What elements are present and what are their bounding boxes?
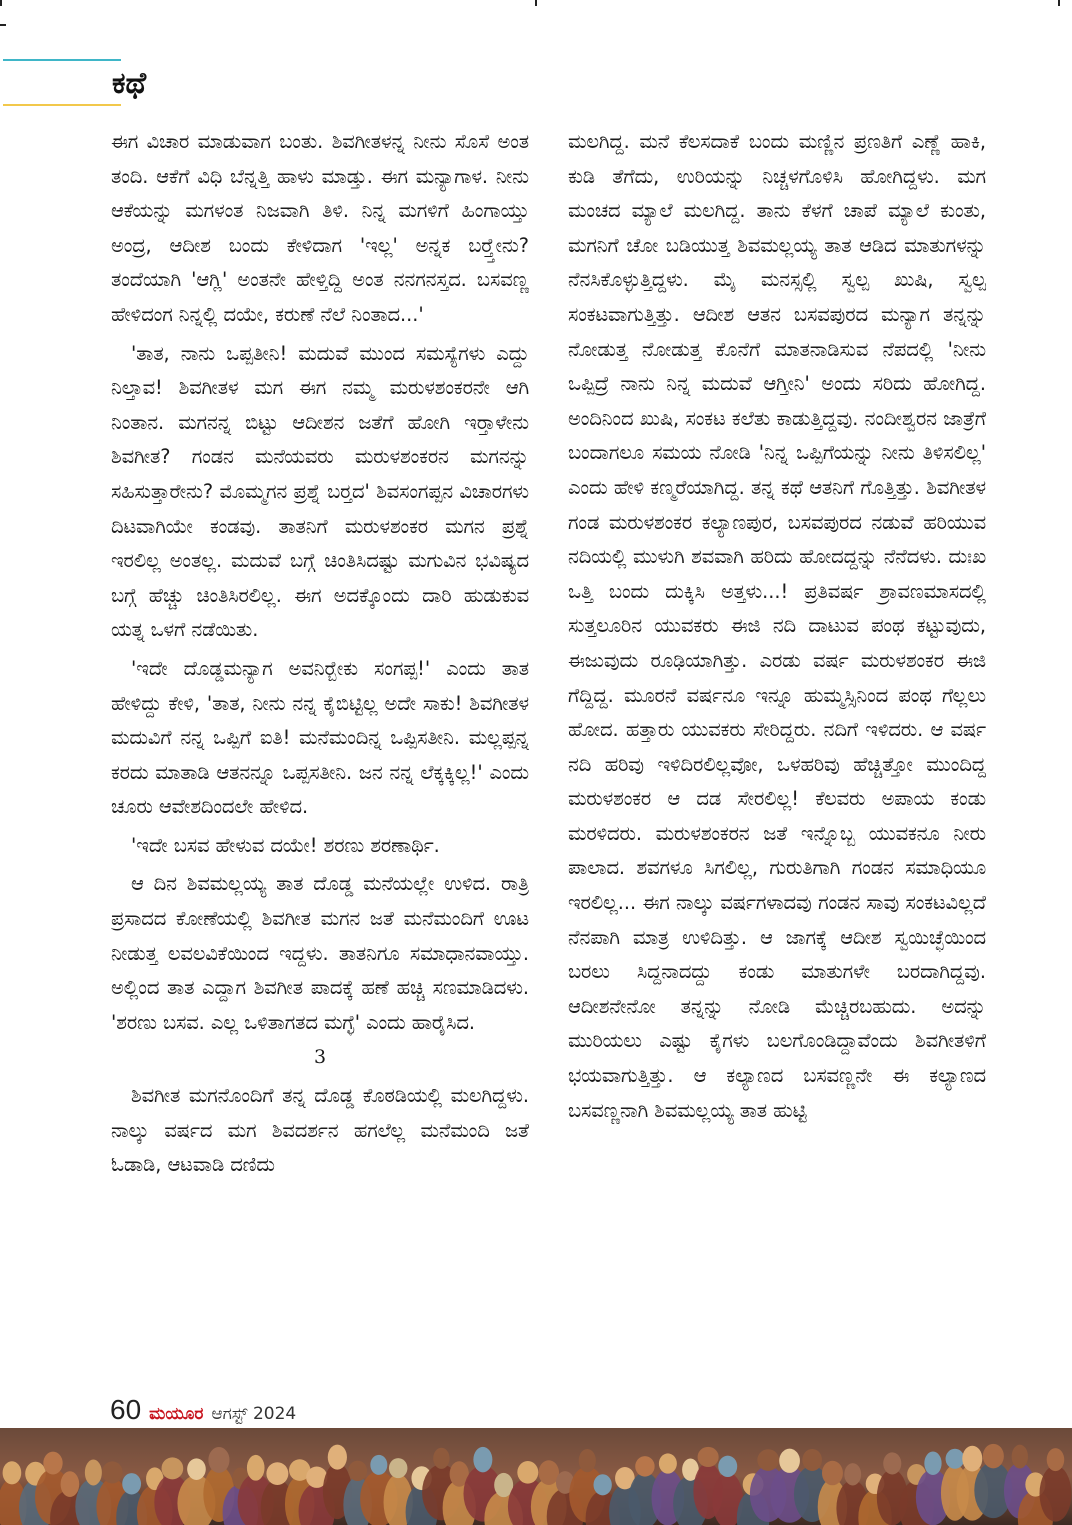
crop-mark-top-center [535,0,537,6]
chapter-number: 3 [313,1046,327,1069]
paragraph: ಶಿವಗೀತ ಮಗನೊಂದಿಗೆ ತನ್ನ ದೊಡ್ಡ ಕೊಠಡಿಯಲ್ಲಿ ಮಲಗಿದ್ದಳು. ನಾಲ್ಕು ವರ್ಷದ ಮಗ ಶಿವದರ್ಶನ ಹಗಲೆಲ್ಲ ಮನೆಮಂದಿ ಜತೆ ಓಡಾಡಿ, ಆಟವಾಡಿ ದಣಿದು [111,1084,529,1177]
paragraph: 'ತಾತ, ನಾನು ಒಪ್ಪತೀನಿ! ಮದುವೆ ಮುಂದ ಸಮಸ್ಯೆಗಳು ಎದ್ದು ನಿಲ್ತಾವ! ಶಿವಗೀತಳ ಮಗ ಈಗ ನಮ್ಮ ಮರುಳಶಂಕರನೇ ಆಗಿ ನಿಂತಾನ. ಮಗನನ್ನ ಬಿಟ್ಟು ಆದೀಶನ ಜತೆಗೆ ಹೋಗಿ ಇರ್‍ತಾಳೇನು ಶಿವಗೀತ? ಗಂಡನ ಮನೆಯವರು ಮರುಳಶಂಕರನ ಮಗನನ್ನು ಸಹಿಸುತ್ತಾರೇನು? ಮೊಮ್ಮಗನ ಪ್ರಶ್ನೆ ಬರ್‍ತದ' ಶಿವಸಂಗಪ್ಪನ ವಿಚಾರಗಳು ದಿಟವಾಗಿಯೇ ಕಂಡವು. ತಾತನಿಗೆ ಮರುಳಶಂಕರ ಮಗನ ಪ್ರಶ್ನೆ ಇರಲಿಲ್ಲ ಅಂತಲ್ಲ. ಮದುವೆ ಬಗ್ಗೆ ಚಿಂತಿಸಿದಷ್ಟು ಮಗುವಿನ ಭವಿಷ್ಯದ ಬಗ್ಗೆ ಹೆಚ್ಚು ಚಿಂತಿಸಿರಲಿಲ್ಲ. ಈಗ ಅದಕ್ಕೊಂದು ದಾರಿ ಹುಡುಕುವ ಯತ್ನ ಒಳಗೆ ನಡೆಯಿತು. [111,341,529,642]
left-column [111,125,529,1380]
magazine-logo: ಮಯೂರ [149,1404,204,1424]
issue-date: ಆಗಸ್ಟ್ 2024 [211,1404,297,1424]
illustration-strip [0,1428,1072,1525]
section-title: ಕಥೆ [112,66,147,101]
paragraph: 'ಇದೇ ಬಸವ ಹೇಳುವ ದಯೇ! ಶರಣು ಶರಣಾರ್ಥಿ. [131,833,440,857]
header-rule-teal [3,59,121,61]
crop-mark-top-right [1058,0,1060,6]
paragraph: ಮಲಗಿದ್ದ. ಮನೆ ಕೆಲಸದಾಕೆ ಬಂದು ಮಣ್ಣಿನ ಪ್ರಣತಿಗೆ ಎಣ್ಣೆ ಹಾಕಿ, ಕುಡಿ ತೆಗೆದು, ಉರಿಯನ್ನು ನಿಚ್ಚಳಗೊಳಿಸಿ ಹೋಗಿದ್ದಳು. ಮಗ ಮಂಚದ ಮ್ಯಾಲೆ ಮಲಗಿದ್ದ. ತಾನು ಕೆಳಗೆ ಚಾಪೆ ಮ್ಯಾಲೆ ಕುಂತು, ಮಗನಿಗೆ ಚೋ ಬಡಿಯುತ್ತ ಶಿವಮಲ್ಲಯ್ಯ ತಾತ ಆಡಿದ ಮಾತುಗಳನ್ನು ನೆನಸಿಕೊಳ್ಳುತ್ತಿದ್ದಳು. ಮೈ ಮನಸ್ಸಲ್ಲಿ ಸ್ವಲ್ಪ ಖುಷಿ, ಸ್ವಲ್ಪ ಸಂಕಟವಾಗುತ್ತಿತ್ತು. ಆದೀಶ ಆತನ ಬಸವಪುರದ ಮನ್ಯಾಗ ತನ್ನನ್ನು ನೋಡುತ್ತ ನೋಡುತ್ತ ಕೊನೆಗೆ ಮಾತನಾಡಿಸುವ ನೆಪದಲ್ಲಿ 'ನೀನು ಒಪ್ಪಿದ್ರೆ ನಾನು ನಿನ್ನ ಮದುವೆ ಆಗ್ತೀನಿ' ಅಂದು ಸರಿದು ಹೋಗಿದ್ದ. ಅಂದಿನಿಂದ ಖುಷಿ, ಸಂಕಟ ಕಲೆತು ಕಾಡುತ್ತಿದ್ದವು. ನಂದೀಶ್ವರನ ಜಾತ್ರೆಗೆ ಬಂದಾಗಲೂ ಸಮಯ ನೋಡಿ 'ನಿನ್ನ ಒಪ್ಪಿಗೆಯನ್ನು ನೀನು ತಿಳಿಸಲಿಲ್ಲ' ಎಂದು ಹೇಳಿ ಕಣ್ಮರೆಯಾಗಿದ್ದ. ತನ್ನ ಕಥೆ ಆತನಿಗೆ ಗೊತ್ತಿತ್ತು. ಶಿವಗೀತಳ ಗಂಡ ಮರುಳಶಂಕರ ಕಲ್ಯಾಣಪುರ, ಬಸವಪುರದ ನಡುವೆ ಹರಿಯುವ ನದಿಯಲ್ಲಿ ಮುಳುಗಿ ಶವವಾಗಿ ಹರಿದು ಹೋದದ್ದನ್ನು ನೆನೆದಳು. ದುಃಖ ಒತ್ತಿ ಬಂದು ದುಕ್ಕಿಸಿ ಅತ್ತಳು...! ಪ್ರತಿವರ್ಷ ಶ್ರಾವಣಮಾಸದಲ್ಲಿ ಸುತ್ತಲೂರಿನ ಯುವಕರು ಈಜಿ ನದಿ ದಾಟುವ ಪಂಥ ಕಟ್ಟುವುದು, ಈಜುವುದು ರೂಢಿಯಾಗಿತ್ತು. ಎರಡು ವರ್ಷ ಮರುಳಶಂಕರ ಈಜಿ ಗೆದ್ದಿದ್ದ. ಮೂರನೆ ವರ್ಷನೂ ಇನ್ನೂ ಹುಮ್ಮಸ್ಸಿನಿಂದ ಪಂಥ ಗೆಲ್ಲಲು ಹೋದ. ಹತ್ತಾರು ಯುವಕರು ಸೇರಿದ್ದರು. ನದಿಗೆ ಇಳಿದರು. ಆ ವರ್ಷ ನದಿ ಹರಿವು ಇಳಿದಿರಲಿಲ್ಲವೋ, ಒಳಹರಿವು ಹೆಚ್ಚಿತ್ತೋ ಮುಂದಿದ್ದ ಮರುಳಶಂಕರ ಆ ದಡ ಸೇರಲಿಲ್ಲ! ಕೆಲವರು ಅಪಾಯ ಕಂಡು ಮರಳಿದರು. ಮರುಳಶಂಕರನ ಜತೆ ಇನ್ನೊಬ್ಬ ಯುವಕನೂ ನೀರು ಪಾಲಾದ. ಶವಗಳೂ ಸಿಗಲಿಲ್ಲ, ಗುರುತಿಗಾಗಿ ಗಂಡನ ಸಮಾಧಿಯೂ ಇರಲಿಲ್ಲ... ಈಗ ನಾಲ್ಕು ವರ್ಷಗಳಾದವು ಗಂಡನ ಸಾವು ಸಂಕಟವಿಲ್ಲದೆ ನೆನಪಾಗಿ ಮಾತ್ರ ಉಳಿದಿತ್ತು. ಆ ಜಾಗಕ್ಕೆ ಆದೀಶ ಸ್ವಯಿಚ್ಛೆಯಿಂದ ಬರಲು ಸಿದ್ದನಾದದ್ದು ಕಂಡು ಮಾತುಗಳೇ ಬರದಾಗಿದ್ದವು. ಆದೀಶನೇನೋ ತನ್ನನ್ನು ನೋಡಿ ಮೆಚ್ಚಿರಬಹುದು. ಅದನ್ನು ಮುರಿಯಲು ಎಷ್ಟು ಕೈಗಳು ಬಲಗೊಂಡಿದ್ದಾವೆಂದು ಶಿವಗೀತಳಿಗೆ ಭಯವಾಗುತ್ತಿತ್ತು. ಆ ಕಲ್ಯಾಣದ ಬಸವಣ್ಣನೇ ಈ ಕಲ್ಯಾಣದ ಬಸವಣ್ಣನಾಗಿ ಶಿವಮಲ್ಲಯ್ಯ ತಾತ ಹುಟ್ಟಿ [568,130,986,1122]
crop-mark-top-left [0,0,2,6]
crowd-painting-illustration [0,1428,1072,1525]
crop-mark-left [0,24,6,26]
page-number: 60 [110,1394,142,1425]
paragraph: 'ಇದೇ ದೊಡ್ಡಮನ್ಯಾಗ ಅವನಿರ್‍ಬೇಕು ಸಂಗಪ್ಪ!' ಎಂದು ತಾತ ಹೇಳಿದ್ದು ಕೇಳಿ, 'ತಾತ, ನೀನು ನನ್ನ ಕೈಬಿಟ್ಟಿಲ್ಲ ಅದೇ ಸಾಕು! ಶಿವಗೀತಳ ಮದುವಿಗೆ ನನ್ನ ಒಪ್ಪಿಗೆ ಐತಿ! ಮನೆಮಂದಿನ್ನ ಒಪ್ಪಿಸತೀನಿ. ಮಲ್ಲಪ್ಪನ್ನ ಕರದು ಮಾತಾಡಿ ಆತನನ್ನೂ ಒಪ್ಪಸತೀನಿ. ಜನ ನನ್ನ ಲೆಕ್ಕಕ್ಕಿಲ್ಲ!' ಎಂದು ಚೂರು ಆವೇಶದಿಂದಲೇ ಹೇಳಿದ. [111,656,529,819]
page-footer [110,1394,296,1428]
paragraph: ಈಗ ವಿಚಾರ ಮಾಡುವಾಗ ಬಂತು. ಶಿವಗೀತಳನ್ನ ನೀನು ಸೊಸೆ ಅಂತ ತಂದಿ. ಆಕೆಗೆ ವಿಧಿ ಬೆನ್ನತ್ತಿ ಹಾಳು ಮಾಡ್ತು. ಈಗ ಮನ್ಯಾಗಾಳ. ನೀನು ಆಕೆಯನ್ನು ಮಗಳಂತ ನಿಜವಾಗಿ ತಿಳಿ. ನಿನ್ನ ಮಗಳಿಗೆ ಹಿಂಗಾಯ್ತು ಅಂದ್ರ, ಆದೀಶ ಬಂದು ಕೇಳಿದಾಗ 'ಇಲ್ಲ' ಅನ್ನಕ ಬರ್‍ತ್ತೇನು? ತಂದೆಯಾಗಿ 'ಆಗ್ಲಿ' ಅಂತನೇ ಹೇಳ್ತಿದ್ದಿ ಅಂತ ನನಗನಸ್ತದ. ಬಸವಣ್ಣ ಹೇಳಿದಂಗ ನಿನ್ನಲ್ಲಿ ದಯೇ, ಕರುಣೆ ನೆಲೆ ನಿಂತಾದ...' [111,130,529,326]
paragraph: ಆ ದಿನ ಶಿವಮಲ್ಲಯ್ಯ ತಾತ ದೊಡ್ಡ ಮನೆಯಲ್ಲೇ ಉಳಿದ. ರಾತ್ರಿ ಪ್ರಸಾದದ ಕೋಣೆಯಲ್ಲಿ ಶಿವಗೀತ ಮಗನ ಜತೆ ಮನೆಮಂದಿಗೆ ಊಟ ನೀಡುತ್ತ ಲವಲವಿಕೆಯಿಂದ ಇದ್ದಳು. ತಾತನಿಗೂ ಸಮಾಧಾನವಾಯ್ತು. ಅಲ್ಲಿಂದ ತಾತ ಎದ್ದಾಗ ಶಿವಗೀತ ಪಾದಕ್ಕೆ ಹಣೆ ಹಚ್ಚಿ ಸಣಮಾಡಿದಳು. 'ಶರಣು ಬಸವ. ಎಲ್ಲ ಒಳಿತಾಗತದ ಮಗ್ಳೆ' ಎಂದು ಹಾರೈಸಿದ. [111,872,529,1034]
right-column [568,125,986,1380]
header-rule-yellow [3,104,121,106]
